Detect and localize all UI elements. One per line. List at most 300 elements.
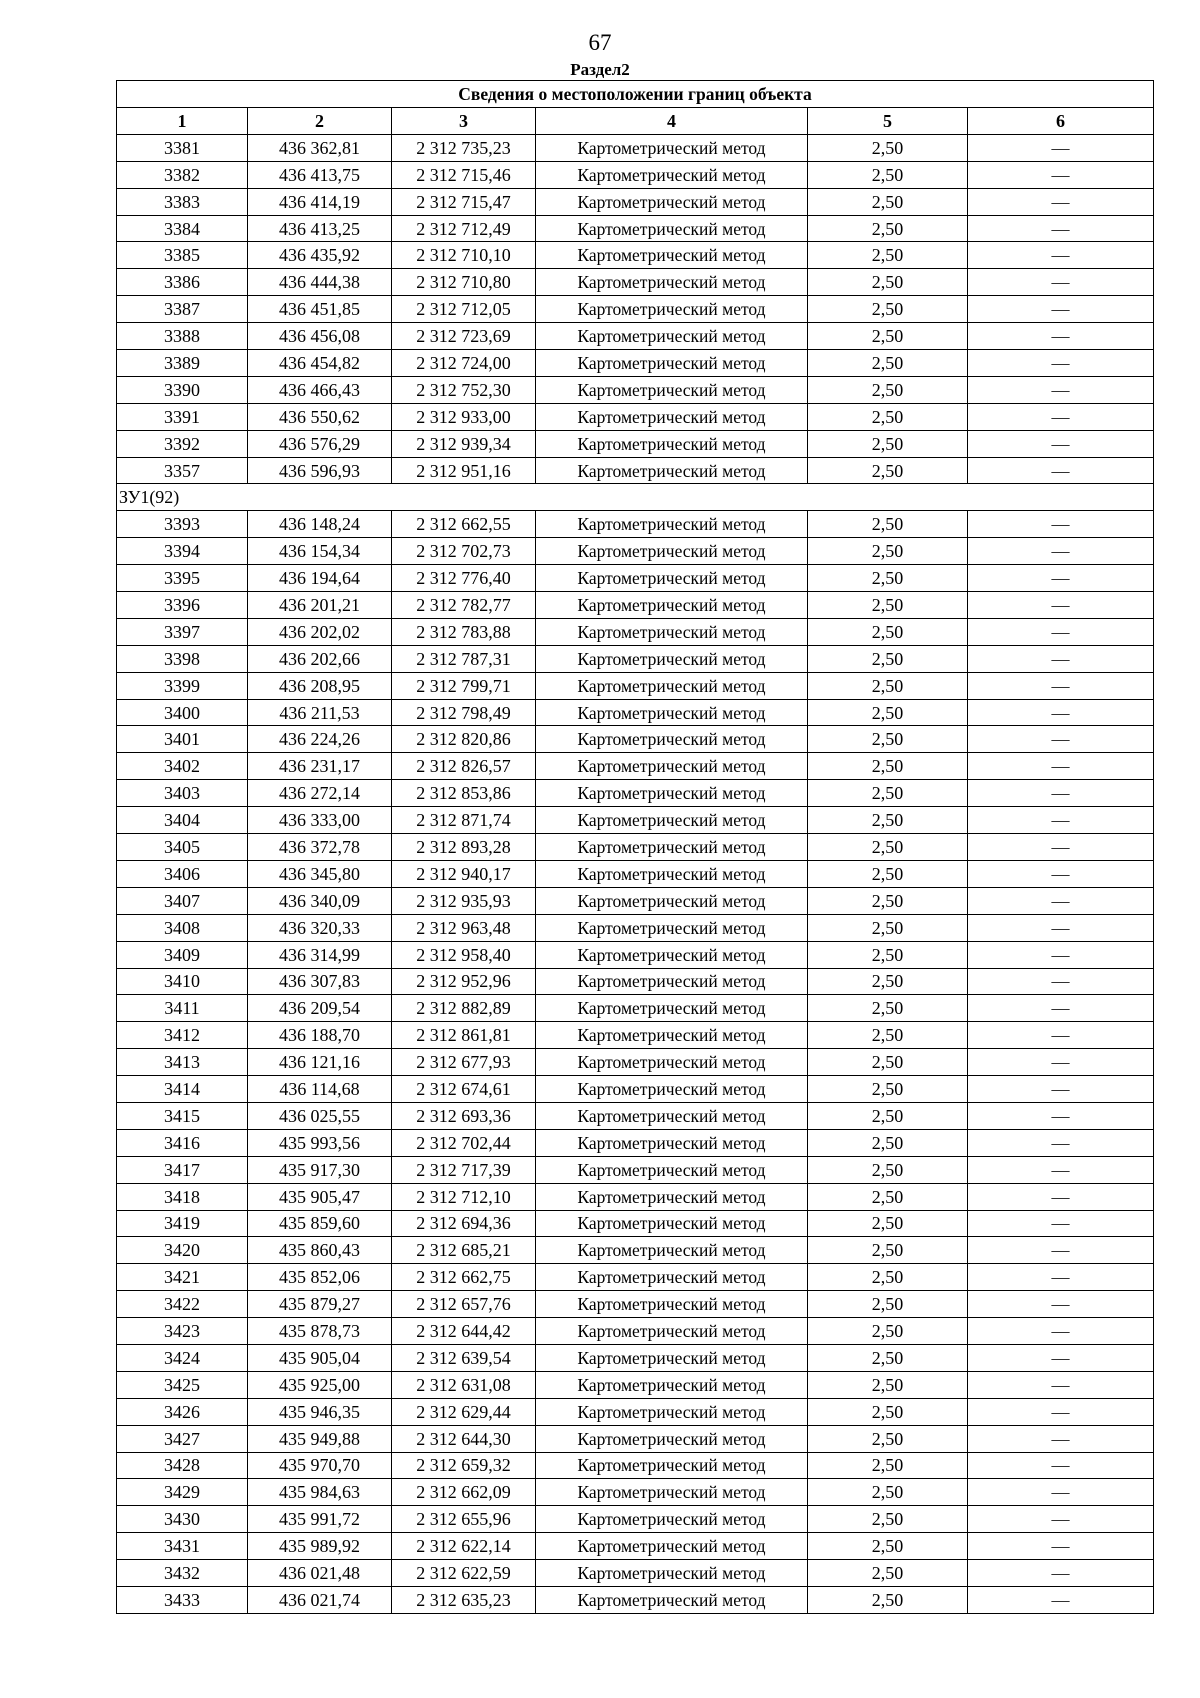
table-body <box>117 134 1154 1613</box>
accuracy-cell: 2,50 <box>808 1586 968 1613</box>
description-cell: — <box>968 1479 1154 1506</box>
method-cell: Картометрический метод <box>536 1183 808 1210</box>
accuracy-cell: 2,50 <box>808 430 968 457</box>
table-row <box>117 753 1154 780</box>
method-cell: Картометрический метод <box>536 1371 808 1398</box>
x-coordinate-cell: 436 451,85 <box>248 296 392 323</box>
description-cell: — <box>968 1586 1154 1613</box>
description-cell: — <box>968 215 1154 242</box>
point-number-cell: 3429 <box>117 1479 248 1506</box>
table-row <box>117 457 1154 484</box>
point-number-cell: 3414 <box>117 1076 248 1103</box>
x-coordinate-cell: 436 121,16 <box>248 1049 392 1076</box>
y-coordinate-cell: 2 312 715,46 <box>392 161 536 188</box>
column-header: 1 <box>117 108 248 135</box>
y-coordinate-cell: 2 312 735,23 <box>392 134 536 161</box>
column-header: 4 <box>536 108 808 135</box>
method-cell: Картометрический метод <box>536 1237 808 1264</box>
point-number-cell: 3432 <box>117 1560 248 1587</box>
accuracy-cell: 2,50 <box>808 1129 968 1156</box>
point-number-cell: 3430 <box>117 1506 248 1533</box>
table-row <box>117 1183 1154 1210</box>
method-cell: Картометрический метод <box>536 780 808 807</box>
y-coordinate-cell: 2 312 952,96 <box>392 968 536 995</box>
x-coordinate-cell: 436 188,70 <box>248 1022 392 1049</box>
column-header: 6 <box>968 108 1154 135</box>
method-cell: Картометрический метод <box>536 323 808 350</box>
accuracy-cell: 2,50 <box>808 834 968 861</box>
description-cell: — <box>968 1129 1154 1156</box>
table-row <box>117 511 1154 538</box>
y-coordinate-cell: 2 312 717,39 <box>392 1156 536 1183</box>
x-coordinate-cell: 436 208,95 <box>248 672 392 699</box>
method-cell: Картометрический метод <box>536 699 808 726</box>
accuracy-cell: 2,50 <box>808 565 968 592</box>
description-cell: — <box>968 538 1154 565</box>
table-row <box>117 941 1154 968</box>
y-coordinate-cell: 2 312 685,21 <box>392 1237 536 1264</box>
table-row <box>117 1129 1154 1156</box>
table-title-row <box>117 81 1154 108</box>
method-cell: Картометрический метод <box>536 1398 808 1425</box>
accuracy-cell: 2,50 <box>808 780 968 807</box>
x-coordinate-cell: 435 878,73 <box>248 1318 392 1345</box>
table-row <box>117 323 1154 350</box>
table-row <box>117 1371 1154 1398</box>
y-coordinate-cell: 2 312 702,44 <box>392 1129 536 1156</box>
accuracy-cell: 2,50 <box>808 215 968 242</box>
point-number-cell: 3407 <box>117 887 248 914</box>
table-row <box>117 350 1154 377</box>
x-coordinate-cell: 435 993,56 <box>248 1129 392 1156</box>
y-coordinate-cell: 2 312 935,93 <box>392 887 536 914</box>
point-number-cell: 3389 <box>117 350 248 377</box>
x-coordinate-cell: 435 860,43 <box>248 1237 392 1264</box>
accuracy-cell: 2,50 <box>808 1344 968 1371</box>
accuracy-cell: 2,50 <box>808 1102 968 1129</box>
y-coordinate-cell: 2 312 693,36 <box>392 1102 536 1129</box>
point-number-cell: 3387 <box>117 296 248 323</box>
y-coordinate-cell: 2 312 853,86 <box>392 780 536 807</box>
accuracy-cell: 2,50 <box>808 403 968 430</box>
table-row <box>117 1425 1154 1452</box>
table-row <box>117 1156 1154 1183</box>
x-coordinate-cell: 435 991,72 <box>248 1506 392 1533</box>
x-coordinate-cell: 436 372,78 <box>248 834 392 861</box>
description-cell: — <box>968 1210 1154 1237</box>
x-coordinate-cell: 436 021,74 <box>248 1586 392 1613</box>
description-cell: — <box>968 242 1154 269</box>
x-coordinate-cell: 435 859,60 <box>248 1210 392 1237</box>
description-cell: — <box>968 350 1154 377</box>
x-coordinate-cell: 436 444,38 <box>248 269 392 296</box>
accuracy-cell: 2,50 <box>808 726 968 753</box>
point-number-cell: 3402 <box>117 753 248 780</box>
x-coordinate-cell: 435 905,04 <box>248 1344 392 1371</box>
description-cell: — <box>968 592 1154 619</box>
method-cell: Картометрический метод <box>536 538 808 565</box>
point-number-cell: 3390 <box>117 376 248 403</box>
table-row <box>117 780 1154 807</box>
table-row <box>117 618 1154 645</box>
y-coordinate-cell: 2 312 882,89 <box>392 995 536 1022</box>
x-coordinate-cell: 436 596,93 <box>248 457 392 484</box>
point-number-cell: 3397 <box>117 618 248 645</box>
x-coordinate-cell: 436 025,55 <box>248 1102 392 1129</box>
point-number-cell: 3386 <box>117 269 248 296</box>
description-cell: — <box>968 1371 1154 1398</box>
point-number-cell: 3383 <box>117 188 248 215</box>
y-coordinate-cell: 2 312 958,40 <box>392 941 536 968</box>
description-cell: — <box>968 968 1154 995</box>
description-cell: — <box>968 753 1154 780</box>
description-cell: — <box>968 511 1154 538</box>
table-row <box>117 1344 1154 1371</box>
description-cell: — <box>968 161 1154 188</box>
accuracy-cell: 2,50 <box>808 1371 968 1398</box>
group-label: ЗУ1(92) <box>117 484 1154 511</box>
section-label: Раздел2 <box>570 60 630 79</box>
description-cell: — <box>968 672 1154 699</box>
y-coordinate-cell: 2 312 798,49 <box>392 699 536 726</box>
x-coordinate-cell: 436 333,00 <box>248 807 392 834</box>
x-coordinate-cell: 436 550,62 <box>248 403 392 430</box>
y-coordinate-cell: 2 312 635,23 <box>392 1586 536 1613</box>
accuracy-cell: 2,50 <box>808 511 968 538</box>
method-cell: Картометрический метод <box>536 1102 808 1129</box>
point-number-cell: 3392 <box>117 430 248 457</box>
accuracy-cell: 2,50 <box>808 323 968 350</box>
accuracy-cell: 2,50 <box>808 1425 968 1452</box>
point-number-cell: 3409 <box>117 941 248 968</box>
y-coordinate-cell: 2 312 644,30 <box>392 1425 536 1452</box>
point-number-cell: 3415 <box>117 1102 248 1129</box>
accuracy-cell: 2,50 <box>808 1076 968 1103</box>
x-coordinate-cell: 435 925,00 <box>248 1371 392 1398</box>
table-row <box>117 592 1154 619</box>
accuracy-cell: 2,50 <box>808 538 968 565</box>
description-cell: — <box>968 807 1154 834</box>
method-cell: Картометрический метод <box>536 618 808 645</box>
description-cell: — <box>968 834 1154 861</box>
x-coordinate-cell: 435 879,27 <box>248 1291 392 1318</box>
method-cell: Картометрический метод <box>536 1049 808 1076</box>
table-row <box>117 1237 1154 1264</box>
point-number-cell: 3404 <box>117 807 248 834</box>
table-row <box>117 1102 1154 1129</box>
table-row <box>117 968 1154 995</box>
accuracy-cell: 2,50 <box>808 699 968 726</box>
x-coordinate-cell: 435 917,30 <box>248 1156 392 1183</box>
method-cell: Картометрический метод <box>536 1506 808 1533</box>
description-cell: — <box>968 1049 1154 1076</box>
method-cell: Картометрический метод <box>536 860 808 887</box>
y-coordinate-cell: 2 312 787,31 <box>392 645 536 672</box>
x-coordinate-cell: 436 456,08 <box>248 323 392 350</box>
accuracy-cell: 2,50 <box>808 1156 968 1183</box>
accuracy-cell: 2,50 <box>808 1479 968 1506</box>
point-number-cell: 3357 <box>117 457 248 484</box>
y-coordinate-cell: 2 312 655,96 <box>392 1506 536 1533</box>
point-number-cell: 3396 <box>117 592 248 619</box>
method-cell: Картометрический метод <box>536 968 808 995</box>
description-cell: — <box>968 323 1154 350</box>
x-coordinate-cell: 436 314,99 <box>248 941 392 968</box>
method-cell: Картометрический метод <box>536 1022 808 1049</box>
y-coordinate-cell: 2 312 712,05 <box>392 296 536 323</box>
y-coordinate-cell: 2 312 861,81 <box>392 1022 536 1049</box>
point-number-cell: 3424 <box>117 1344 248 1371</box>
coordinates-table <box>116 80 1154 1614</box>
table-row <box>117 1452 1154 1479</box>
y-coordinate-cell: 2 312 710,80 <box>392 269 536 296</box>
x-coordinate-cell: 436 576,29 <box>248 430 392 457</box>
description-cell: — <box>968 860 1154 887</box>
accuracy-cell: 2,50 <box>808 1183 968 1210</box>
method-cell: Картометрический метод <box>536 1560 808 1587</box>
y-coordinate-cell: 2 312 799,71 <box>392 672 536 699</box>
table-row <box>117 1022 1154 1049</box>
description-cell: — <box>968 1237 1154 1264</box>
method-cell: Картометрический метод <box>536 296 808 323</box>
x-coordinate-cell: 436 148,24 <box>248 511 392 538</box>
method-cell: Картометрический метод <box>536 161 808 188</box>
y-coordinate-cell: 2 312 710,10 <box>392 242 536 269</box>
accuracy-cell: 2,50 <box>808 269 968 296</box>
table-row <box>117 995 1154 1022</box>
description-cell: — <box>968 726 1154 753</box>
accuracy-cell: 2,50 <box>808 376 968 403</box>
point-number-cell: 3398 <box>117 645 248 672</box>
x-coordinate-cell: 436 413,75 <box>248 161 392 188</box>
accuracy-cell: 2,50 <box>808 592 968 619</box>
point-number-cell: 3421 <box>117 1264 248 1291</box>
method-cell: Картометрический метод <box>536 645 808 672</box>
column-header: 3 <box>392 108 536 135</box>
point-number-cell: 3412 <box>117 1022 248 1049</box>
method-cell: Картометрический метод <box>536 914 808 941</box>
x-coordinate-cell: 436 272,14 <box>248 780 392 807</box>
y-coordinate-cell: 2 312 723,69 <box>392 323 536 350</box>
accuracy-cell: 2,50 <box>808 188 968 215</box>
y-coordinate-cell: 2 312 712,10 <box>392 1183 536 1210</box>
point-number-cell: 3399 <box>117 672 248 699</box>
method-cell: Картометрический метод <box>536 1479 808 1506</box>
x-coordinate-cell: 436 211,53 <box>248 699 392 726</box>
accuracy-cell: 2,50 <box>808 968 968 995</box>
point-number-cell: 3422 <box>117 1291 248 1318</box>
accuracy-cell: 2,50 <box>808 1506 968 1533</box>
accuracy-cell: 2,50 <box>808 1560 968 1587</box>
point-number-cell: 3427 <box>117 1425 248 1452</box>
table-row <box>117 1210 1154 1237</box>
point-number-cell: 3416 <box>117 1129 248 1156</box>
column-header: 5 <box>808 108 968 135</box>
table-row <box>117 1264 1154 1291</box>
description-cell: — <box>968 1183 1154 1210</box>
accuracy-cell: 2,50 <box>808 645 968 672</box>
x-coordinate-cell: 436 435,92 <box>248 242 392 269</box>
description-cell: — <box>968 1560 1154 1587</box>
table-row <box>117 726 1154 753</box>
table-row <box>117 672 1154 699</box>
y-coordinate-cell: 2 312 871,74 <box>392 807 536 834</box>
table-row <box>117 430 1154 457</box>
x-coordinate-cell: 436 201,21 <box>248 592 392 619</box>
x-coordinate-cell: 436 202,66 <box>248 645 392 672</box>
y-coordinate-cell: 2 312 694,36 <box>392 1210 536 1237</box>
column-header: 2 <box>248 108 392 135</box>
point-number-cell: 3382 <box>117 161 248 188</box>
x-coordinate-cell: 436 345,80 <box>248 860 392 887</box>
method-cell: Картометрический метод <box>536 887 808 914</box>
table-row <box>117 834 1154 861</box>
description-cell: — <box>968 1506 1154 1533</box>
y-coordinate-cell: 2 312 951,16 <box>392 457 536 484</box>
point-number-cell: 3391 <box>117 403 248 430</box>
accuracy-cell: 2,50 <box>808 941 968 968</box>
x-coordinate-cell: 436 209,54 <box>248 995 392 1022</box>
description-cell: — <box>968 1102 1154 1129</box>
accuracy-cell: 2,50 <box>808 296 968 323</box>
table-row <box>117 1560 1154 1587</box>
accuracy-cell: 2,50 <box>808 1210 968 1237</box>
description-cell: — <box>968 618 1154 645</box>
method-cell: Картометрический метод <box>536 807 808 834</box>
x-coordinate-cell: 435 946,35 <box>248 1398 392 1425</box>
table-row <box>117 565 1154 592</box>
method-cell: Картометрический метод <box>536 1156 808 1183</box>
table-row <box>117 1076 1154 1103</box>
point-number-cell: 3433 <box>117 1586 248 1613</box>
table-row <box>117 914 1154 941</box>
description-cell: — <box>968 645 1154 672</box>
table-row <box>117 215 1154 242</box>
description-cell: — <box>968 1452 1154 1479</box>
method-cell: Картометрический метод <box>536 726 808 753</box>
point-number-cell: 3431 <box>117 1533 248 1560</box>
y-coordinate-cell: 2 312 662,09 <box>392 1479 536 1506</box>
description-cell: — <box>968 188 1154 215</box>
table-row <box>117 1533 1154 1560</box>
method-cell: Картометрический метод <box>536 1318 808 1345</box>
method-cell: Картометрический метод <box>536 215 808 242</box>
y-coordinate-cell: 2 312 662,55 <box>392 511 536 538</box>
accuracy-cell: 2,50 <box>808 672 968 699</box>
accuracy-cell: 2,50 <box>808 161 968 188</box>
table-row <box>117 161 1154 188</box>
method-cell: Картометрический метод <box>536 592 808 619</box>
method-cell: Картометрический метод <box>536 1076 808 1103</box>
x-coordinate-cell: 436 320,33 <box>248 914 392 941</box>
y-coordinate-cell: 2 312 629,44 <box>392 1398 536 1425</box>
y-coordinate-cell: 2 312 639,54 <box>392 1344 536 1371</box>
table-row <box>117 699 1154 726</box>
method-cell: Картометрический метод <box>536 1425 808 1452</box>
method-cell: Картометрический метод <box>536 1533 808 1560</box>
accuracy-cell: 2,50 <box>808 1022 968 1049</box>
x-coordinate-cell: 436 413,25 <box>248 215 392 242</box>
method-cell: Картометрический метод <box>536 1344 808 1371</box>
description-cell: — <box>968 269 1154 296</box>
point-number-cell: 3403 <box>117 780 248 807</box>
point-number-cell: 3423 <box>117 1318 248 1345</box>
point-number-cell: 3411 <box>117 995 248 1022</box>
description-cell: — <box>968 376 1154 403</box>
x-coordinate-cell: 436 224,26 <box>248 726 392 753</box>
accuracy-cell: 2,50 <box>808 995 968 1022</box>
y-coordinate-cell: 2 312 702,73 <box>392 538 536 565</box>
method-cell: Картометрический метод <box>536 753 808 780</box>
description-cell: — <box>968 457 1154 484</box>
description-cell: — <box>968 403 1154 430</box>
y-coordinate-cell: 2 312 712,49 <box>392 215 536 242</box>
table-row <box>117 403 1154 430</box>
y-coordinate-cell: 2 312 622,59 <box>392 1560 536 1587</box>
point-number-cell: 3384 <box>117 215 248 242</box>
table-row <box>117 1479 1154 1506</box>
point-number-cell: 3401 <box>117 726 248 753</box>
method-cell: Картометрический метод <box>536 376 808 403</box>
table-row <box>117 1291 1154 1318</box>
table-row <box>117 296 1154 323</box>
point-number-cell: 3385 <box>117 242 248 269</box>
description-cell: — <box>968 430 1154 457</box>
point-number-cell: 3417 <box>117 1156 248 1183</box>
accuracy-cell: 2,50 <box>808 618 968 645</box>
y-coordinate-cell: 2 312 826,57 <box>392 753 536 780</box>
description-cell: — <box>968 914 1154 941</box>
point-number-cell: 3381 <box>117 134 248 161</box>
method-cell: Картометрический метод <box>536 1586 808 1613</box>
y-coordinate-cell: 2 312 657,76 <box>392 1291 536 1318</box>
method-cell: Картометрический метод <box>536 350 808 377</box>
x-coordinate-cell: 436 414,19 <box>248 188 392 215</box>
x-coordinate-cell: 436 362,81 <box>248 134 392 161</box>
accuracy-cell: 2,50 <box>808 457 968 484</box>
description-cell: — <box>968 134 1154 161</box>
table-row <box>117 1049 1154 1076</box>
x-coordinate-cell: 435 852,06 <box>248 1264 392 1291</box>
method-cell: Картометрический метод <box>536 995 808 1022</box>
description-cell: — <box>968 1291 1154 1318</box>
method-cell: Картометрический метод <box>536 269 808 296</box>
table-row <box>117 887 1154 914</box>
method-cell: Картометрический метод <box>536 511 808 538</box>
description-cell: — <box>968 995 1154 1022</box>
accuracy-cell: 2,50 <box>808 1049 968 1076</box>
accuracy-cell: 2,50 <box>808 753 968 780</box>
method-cell: Картометрический метод <box>536 1129 808 1156</box>
description-cell: — <box>968 1318 1154 1345</box>
method-cell: Картометрический метод <box>536 430 808 457</box>
table-title: Сведения о местоположении границ объекта <box>117 81 1154 108</box>
method-cell: Картометрический метод <box>536 134 808 161</box>
description-cell: — <box>968 565 1154 592</box>
point-number-cell: 3405 <box>117 834 248 861</box>
accuracy-cell: 2,50 <box>808 1264 968 1291</box>
description-cell: — <box>968 1022 1154 1049</box>
accuracy-cell: 2,50 <box>808 134 968 161</box>
accuracy-cell: 2,50 <box>808 807 968 834</box>
method-cell: Картометрический метод <box>536 565 808 592</box>
method-cell: Картометрический метод <box>536 941 808 968</box>
point-number-cell: 3426 <box>117 1398 248 1425</box>
description-cell: — <box>968 699 1154 726</box>
point-number-cell: 3418 <box>117 1183 248 1210</box>
y-coordinate-cell: 2 312 631,08 <box>392 1371 536 1398</box>
accuracy-cell: 2,50 <box>808 242 968 269</box>
